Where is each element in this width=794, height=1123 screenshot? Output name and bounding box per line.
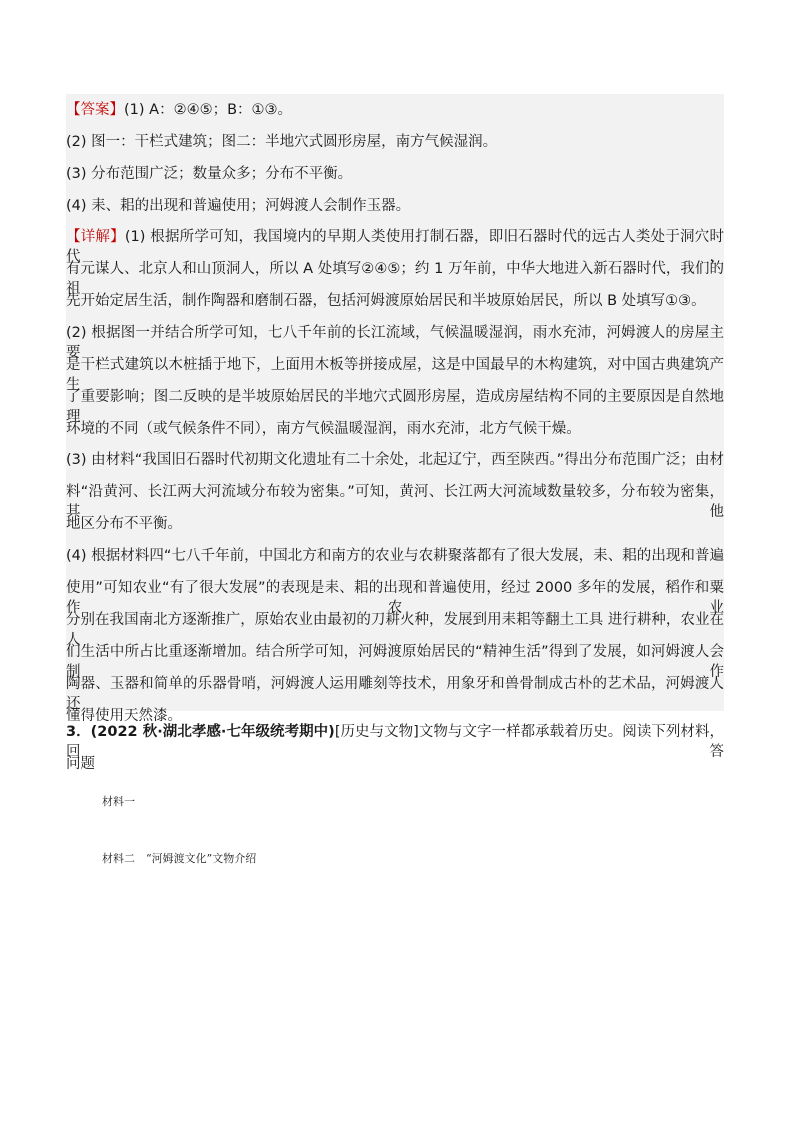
detail-p4-text-6: 懂得使用天然漆。 bbox=[66, 708, 182, 724]
question-source: (2022 秋·湖北孝感·七年级统考期中) bbox=[90, 724, 335, 740]
detail-p4-text-5: 陶器、玉器和简单的乐器骨哨，河姆渡人运用雕刻等技术，用象牙和兽骨制成古朴的艺术品，河姆渡人还 bbox=[66, 676, 724, 712]
detail-p4-text-4: 们生活中所占比重逐渐增加。结合所学可知，河姆渡原始居民的“精神生活”得到了发展，如河姆渡人会制作 bbox=[66, 644, 724, 680]
material-1-label: 材料一 bbox=[102, 795, 135, 808]
detail-p4-text-3: 分别在我国南北方逐渐推广，原始农业由最初的刀耕火种，发展到用耒耜等翻土工具 进行耕种，农业在人 bbox=[66, 612, 724, 648]
answer-part-3: (3) 分布范围广泛；数量众多；分布不平衡。 bbox=[66, 166, 353, 182]
detail-p2-text-3: 了重要影响；图二反映的是半坡原始居民的半地穴式圆形房屋，造成房屋结构不同的主要原因是自然地理 bbox=[66, 389, 724, 425]
question-3-stem-line-1 bbox=[66, 722, 724, 762]
detail-p1-text-2: 有元谋人、北京人和山顶洞人，所以 A 处填写②④⑤；约 1 万年前，中华大地进入新石器时代，我们的祖 bbox=[66, 261, 724, 297]
detail-p3-text-3: 地区分布不平衡。 bbox=[66, 516, 182, 532]
detail-p2-text-1: (2) 根据图一并结合所学可知，七八千年前的长江流域，气候温暖湿润，雨水充沛，河姆渡人的房屋主要 bbox=[66, 325, 724, 361]
answer-part-4: (4) 耒、耜的出现和普遍使用；河姆渡人会制作玉器。 bbox=[66, 198, 411, 214]
question-number: 3． bbox=[66, 724, 91, 740]
detail-p2-text-2: 是干栏式建筑以木桩插于地下，上面用木板等拼接成屋，这是中国最早的木构建筑，对中国古典建筑产生 bbox=[66, 357, 724, 393]
material-2-label: 材料二 “河姆渡文化”文物介绍 bbox=[102, 852, 257, 865]
question-3-stem-line-2: 问题 bbox=[66, 756, 95, 772]
answer-tag: 【答案】 bbox=[66, 102, 124, 118]
detail-p3-text-1: (3) 由材料“我国旧石器时代初期文化遗址有二十余处，北起辽宁，西至陕西。”得出分布范围广泛；由材 bbox=[66, 452, 724, 468]
question-stem-text: [历史与文物]文物与文字一样都承载着历史。阅读下列材料，回答 bbox=[66, 724, 724, 760]
detail-tag: 【详解】 bbox=[66, 229, 125, 245]
detail-p2-text-4: 环境的不同（或气候条件不同），南方气候温暖湿润，雨水充沛，北方气候干燥。 bbox=[66, 421, 581, 437]
detail-p1-text-3: 先开始定居生活，制作陶器和磨制石器，包括河姆渡原始居民和半坡原始居民，所以 B 处填写①③。 bbox=[66, 293, 706, 309]
detail-p3-text-2: 料“沿黄河、长江两大河流域分布较为密集。”可知，黄河、长江两大河流域数量较多，分布较为密集，其他 bbox=[66, 484, 724, 520]
answer-part-2: (2) 图一：干栏式建筑；图二：半地穴式圆形房屋，南方气候湿润。 bbox=[66, 134, 498, 150]
answer-line-1 bbox=[66, 100, 292, 120]
answer-explanation-block bbox=[66, 94, 724, 724]
detail-p4-text-1: (4) 根据材料四“七八千年前，中国北方和南方的农业与农耕聚落都有了很大发展，耒、耜的出现和普遍 bbox=[66, 548, 724, 564]
answer-part-1: (1) A：②④⑤；B：①③。 bbox=[124, 102, 293, 118]
detail-p4-text-2: 使用”可知农业“有了很大发展”的表现是耒、耜的出现和普遍使用，经过 2000 多年的发展，稻作和粟作农业 bbox=[66, 580, 724, 616]
detail-p1-text-1: (1) 根据所学可知，我国境内的早期人类使用打制石器，即旧石器时代的远古人类处于洞穴时代， bbox=[66, 229, 724, 265]
